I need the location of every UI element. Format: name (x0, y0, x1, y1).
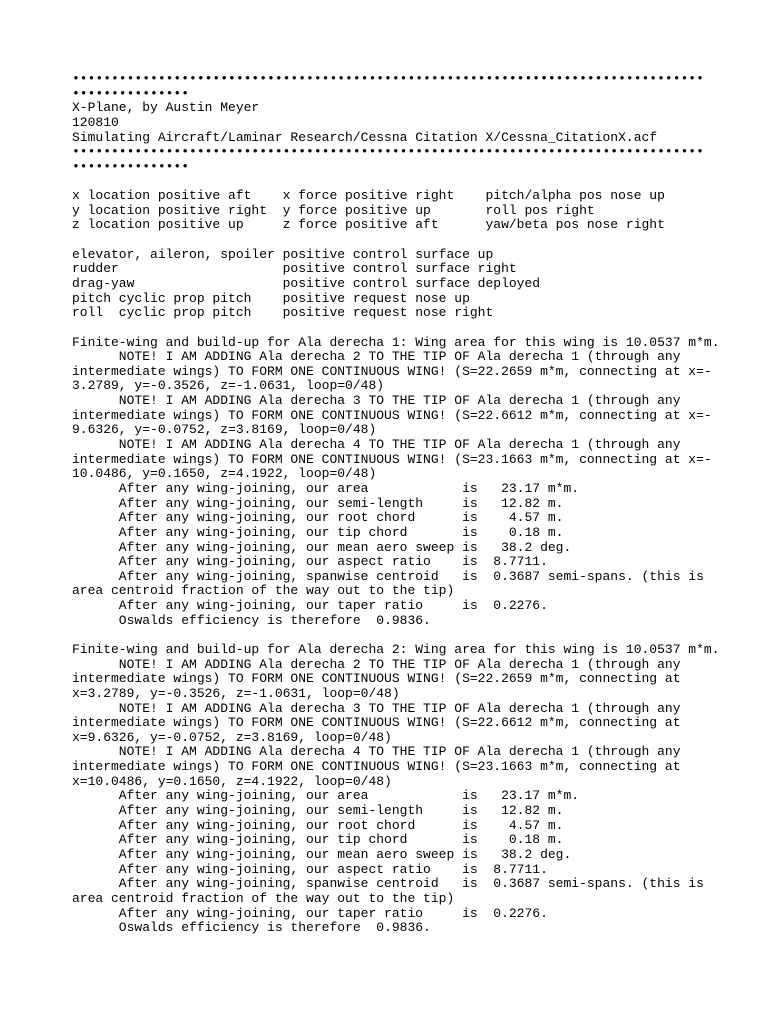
text-line: area centroid fraction of the way out to the tip) (72, 890, 455, 906)
text-line: 120810 (72, 114, 119, 130)
text-line: ••••••••••••••• (72, 158, 190, 174)
text-line: After any wing-joining, our tip chord is 0.18 m. (72, 832, 564, 848)
text-line: ••••••••••••••••••••••••••••••••••••••••••••••••••••••••••••••••••••••••••••••••• (72, 144, 704, 160)
text-line: After any wing-joining, our root chord is 4.57 m. (72, 510, 564, 526)
text-line: Oswalds efficiency is therefore 0.9836. (72, 920, 431, 936)
text-line: area centroid fraction of the way out to the tip) (72, 583, 455, 599)
text-line: intermediate wings) TO FORM ONE CONTINUOUS WING! (S=22.2659 m*m, connecting at x=- (72, 363, 712, 379)
text-line: After any wing-joining, spanwise centroid is 0.3687 semi-spans. (this is (72, 568, 704, 584)
text-line: x=9.6326, y=-0.0752, z=3.8169, loop=0/48) (72, 729, 392, 745)
text-line: 9.6326, y=-0.0752, z=3.8169, loop=0/48) (72, 422, 377, 438)
text-line: ••••••••••••••• (72, 85, 190, 101)
text-line: intermediate wings) TO FORM ONE CONTINUOUS WING! (S=23.1663 m*m, connecting at x=- (72, 451, 712, 467)
text-line: x=3.2789, y=-0.3526, z=-1.0631, loop=0/48) (72, 685, 400, 701)
text-line: rudder positive control surface right (72, 261, 517, 277)
text-line: NOTE! I AM ADDING Ala derecha 2 TO THE TIP OF Ala derecha 1 (through any (72, 656, 681, 672)
text-line: drag-yaw positive control surface deployed (72, 275, 541, 291)
text-line: x=10.0486, y=0.1650, z=4.1922, loop=0/48) (72, 773, 392, 789)
text-line: After any wing-joining, our taper ratio is 0.2276. (72, 598, 548, 614)
text-line: NOTE! I AM ADDING Ala derecha 3 TO THE TIP OF Ala derecha 1 (through any (72, 700, 681, 716)
text-line: Finite-wing and build-up for Ala derecha 1: Wing area for this wing is 10.0537 m*m. (72, 334, 720, 350)
text-line: ••••••••••••••••••••••••••••••••••••••••••••••••••••••••••••••••••••••••••••••••• (72, 71, 704, 86)
text-line: 10.0486, y=0.1650, z=4.1922, loop=0/48) (72, 466, 377, 482)
text-line: After any wing-joining, our aspect ratio is 8.7711. (72, 861, 548, 877)
text-line: intermediate wings) TO FORM ONE CONTINUOUS WING! (S=22.6612 m*m, connecting at x=- (72, 407, 712, 423)
document-text (72, 71, 720, 936)
text-line: Oswalds efficiency is therefore 0.9836. (72, 612, 431, 628)
text-line: pitch cyclic prop pitch positive request nose up (72, 290, 470, 306)
text-line: After any wing-joining, our taper ratio is 0.2276. (72, 905, 548, 921)
text-line: After any wing-joining, spanwise centroid is 0.3687 semi-spans. (this is (72, 876, 704, 892)
text-line: After any wing-joining, our aspect ratio is 8.7711. (72, 554, 548, 570)
text-line: roll cyclic prop pitch positive request nose right (72, 305, 494, 321)
text-line: After any wing-joining, our mean aero sweep is 38.2 deg. (72, 846, 572, 862)
text-line: NOTE! I AM ADDING Ala derecha 4 TO THE TIP OF Ala derecha 1 (through any (72, 744, 681, 760)
text-line: Finite-wing and build-up for Ala derecha 2: Wing area for this wing is 10.0537 m*m. (72, 641, 720, 657)
text-line: X-Plane, by Austin Meyer (72, 100, 260, 116)
text-line: After any wing-joining, our semi-length is 12.82 m. (72, 803, 564, 819)
text-line: 3.2789, y=-0.3526, z=-1.0631, loop=0/48) (72, 378, 385, 394)
text-line: After any wing-joining, our root chord is 4.57 m. (72, 817, 564, 833)
text-line: intermediate wings) TO FORM ONE CONTINUOUS WING! (S=22.2659 m*m, connecting at (72, 671, 681, 687)
text-line: After any wing-joining, our semi-length is 12.82 m. (72, 495, 564, 511)
text-line: Simulating Aircraft/Laminar Research/Cessna Citation X/Cessna_CitationX.acf (72, 129, 658, 145)
text-line: NOTE! I AM ADDING Ala derecha 2 TO THE TIP OF Ala derecha 1 (through any (72, 349, 681, 365)
blank-line (72, 233, 712, 248)
text-line: elevator, aileron, spoiler positive control surface up (72, 246, 494, 262)
blank-line (72, 628, 712, 643)
text-line: NOTE! I AM ADDING Ala derecha 4 TO THE TIP OF Ala derecha 1 (through any (72, 437, 681, 453)
text-line: After any wing-joining, our mean aero sweep is 38.2 deg. (72, 539, 572, 555)
text-line: NOTE! I AM ADDING Ala derecha 3 TO THE TIP OF Ala derecha 1 (through any (72, 393, 681, 409)
text-line: intermediate wings) TO FORM ONE CONTINUOUS WING! (S=23.1663 m*m, connecting at (72, 759, 681, 775)
text-line: z location positive up z force positive aft yaw/beta pos nose right (72, 217, 665, 233)
text-line: intermediate wings) TO FORM ONE CONTINUOUS WING! (S=22.6612 m*m, connecting at (72, 715, 681, 731)
text-line: After any wing-joining, our tip chord is 0.18 m. (72, 524, 564, 540)
text-line: y location positive right y force positive up roll pos right (72, 202, 595, 218)
text-line: After any wing-joining, our area is 23.17 m*m. (72, 480, 580, 496)
blank-line (72, 321, 712, 336)
text-line: x location positive aft x force positive right pitch/alpha pos nose up (72, 188, 665, 204)
blank-line (72, 174, 712, 189)
text-line: After any wing-joining, our area is 23.17 m*m. (72, 788, 580, 804)
